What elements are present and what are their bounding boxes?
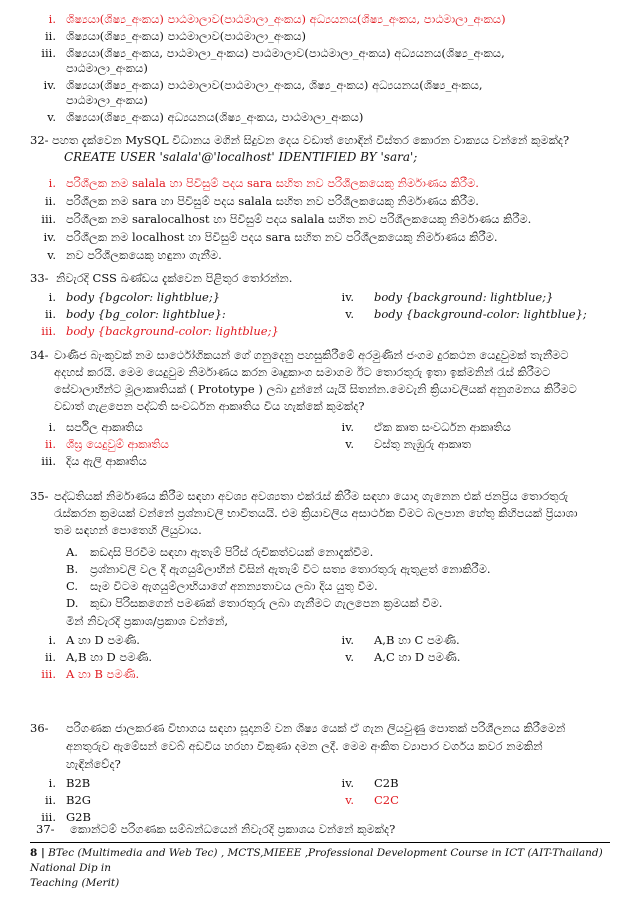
option-text: B2G	[66, 793, 91, 807]
option-number: iii.	[41, 46, 56, 60]
option-text: A,B හා D පමණි.	[66, 650, 153, 664]
question-number: 37-	[36, 822, 55, 836]
option-number: v.	[345, 437, 354, 451]
statement-prompt: මින් නිවැරදි ප්‍රකාශ/ප්‍රකාශ වන්නේ,	[66, 614, 229, 628]
question-text-line: පද්ධතියක් නිර්මාණය කිරීම සඳහා අවශ්‍ය අවශ්‍යතා එක්රැස් කිරීම සඳහා යොදා ගැනෙන එක් ජනප්‍රිය තොරතුරු	[54, 489, 569, 503]
option-number: iv.	[43, 78, 56, 92]
option-text: ශිෂ්‍යයා(ශිෂ්‍ය_අංකය) පාඨමාලාව(පාඨමාලා_අංකය, ශිෂ්‍ය_අංකය) අධ්‍යයනය(ශිෂ්‍ය_අංකය,	[66, 78, 483, 92]
option-text: B2B	[66, 776, 91, 790]
page-footer	[30, 842, 610, 891]
option-text: body {background-color: lightblue};	[374, 307, 587, 321]
option-number: iv.	[341, 633, 354, 647]
statement-text: සෑම විටම ඇගයුම්ලාභියාගේ අනන්‍යතාවය ලබා දිය යුතු වීම.	[90, 579, 378, 593]
question-text-line: වඩාත් ගැළපෙන පද්ධති සංවර්ධන ආකෘතිය විය හැක්කේ කුමක්ද?	[54, 399, 365, 413]
option-number: iii.	[41, 667, 56, 681]
question-text-line: වාණිජ බැංකුවක් නම සාර්ථෝගිකයන් ගේ ගනුදෙනු පහසුකිරීමේ අරමුණින් ජංගම දුරකථන යෙදුවුමක් තැනීමට	[54, 348, 569, 362]
option-number: v.	[47, 110, 56, 124]
option-text: ඒක කෘත සංවර්ධන ආකෘතිය	[374, 420, 511, 434]
option-number: ii.	[44, 29, 56, 43]
question-text-line: පරිගණක ජාලකරණ විභාගය සඳහා සූදානම් වන ශිෂ්‍ය යෙක් ඒ ගැන ලියවුණු පොතක් පරිශීලනය කිරීමෙන්	[66, 721, 566, 735]
option-number: iv.	[43, 230, 56, 244]
option-number: ii.	[44, 194, 56, 208]
option-number: i.	[48, 12, 56, 26]
option-number: iv.	[341, 420, 354, 434]
question-number: 32-	[30, 133, 49, 147]
option-text: වස්තු නැඹුරු ආකෘත	[374, 437, 471, 451]
option-text: body {bgcolor: lightblue;}	[66, 290, 221, 304]
option-text: දිය ඇලි ආකෘතිය	[66, 454, 147, 468]
option-text: C2C	[374, 793, 399, 807]
question-text-line: අදහස් කරයි. මෙම යෙදුවුම නිර්මාණය කරන මෘදුකාංග සමාගම ඊට තොරතුරු ඉතා ඉක්මනින් රැස් කිරීමට	[54, 365, 551, 379]
option-number: iv.	[341, 776, 354, 790]
option-text-continued: පාඨමාලා_අංකය)	[66, 61, 148, 75]
option-text: ශිෂ්‍යයා(ශිෂ්‍ය_අංකය) අධ්‍යයනය(ශිෂ්‍ය_අංකය, පාඨමාලා_අංකය)	[66, 110, 364, 124]
footer-credentials: BTec (Multimedia and Web Tec) , MCTS,MIEEE ,Professional Development Course in ICT (AIT-Thailand) National Dip in	[30, 847, 603, 874]
question-number: 36-	[30, 721, 49, 735]
statement-text: ප්‍රශ්නාවලි වල දී ඇගයුම්ලාභීන් විසින් ඇතැම් විට සත්‍ය තොරතුරු ඇතුළත් නොකිරීම.	[90, 562, 491, 576]
option-text: ශීඝ්‍ර යෙදුවුම් ආකෘතිය	[66, 437, 169, 451]
option-text: body {background: lightblue;}	[374, 290, 554, 304]
statement-label: A.	[66, 545, 78, 559]
option-text-continued: පාඨමාලා_අංකය)	[66, 93, 148, 107]
question-text-line: හැඳින්වේද?	[66, 757, 121, 771]
option-number: v.	[345, 307, 354, 321]
question-text-line: රැස්කරන ක්‍රමයක් වන්නේ ප්‍රශ්නාවලි භාවිතයයි. එම ක්‍රියාවලිය අසාර්ථක වීමට බලපාන හේතු කිහිපයක් ප්‍රියාශා	[54, 506, 578, 520]
option-number: i.	[48, 633, 56, 647]
option-text: body {bg_color: lightblue}:	[66, 307, 226, 321]
option-text: A,B හා C පමණි.	[374, 633, 460, 647]
page-number: 8 |	[30, 847, 45, 859]
option-number: i.	[48, 776, 56, 790]
option-number: iv.	[341, 290, 354, 304]
option-number: ii.	[44, 437, 56, 451]
option-number: v.	[345, 793, 354, 807]
option-text: ශිෂ්‍යයා(ශිෂ්‍ය_අංකය) පාඨමාලාව(පාඨමාලා_අංකය) අධ්‍යයනය(ශිෂ්‍ය_අංකය, පාඨමාලා_අංකය)	[66, 12, 506, 26]
question-text: කොන්ටම් පරිගණක සම්බන්ධයෙන් නිවැරදි ප්‍රකාශය වන්නේ කුමක්ද?	[70, 822, 396, 836]
question-text: නිවැරදි CSS ඛණ්ඩය දැක්වෙන පිළිතුර තෝරන්න.	[56, 271, 293, 285]
option-text: පරිශීලක නම sara හා පිවිසුම් පදය salala සහිත නව පරිශීලකයෙකු නිර්මාණය කිරීම.	[66, 194, 479, 208]
question-number: 33-	[30, 271, 49, 285]
option-number: i.	[48, 176, 56, 190]
option-text: පරිශීලක නම salala හා පිවිසුම් පදය sara සහිත නව පරිශීලකයෙකු නිර්මාණය කිරීම.	[66, 176, 479, 190]
option-text: නව පරිශීලකයෙකු හඳුනා ගැනීම.	[66, 248, 222, 262]
question-text-line: තම සඳහන් පොතෙහි ලියුවාය.	[54, 523, 202, 537]
option-text: පරිශීලක නම saralocalhost හා පිවිසුම් පදය salala සහිත නව පරිශීලකයෙකු නිර්මාණය කිරීම.	[66, 212, 532, 226]
option-number: v.	[345, 650, 354, 664]
option-number: iii.	[41, 212, 56, 226]
question-text: පහත දැක්වෙන MySQL විධානය මගින් සිදුවන දෙය වඩාත් හොඳින් විස්තර කොරන වාක්‍යය වන්නේ කුමක්ද?	[52, 133, 570, 147]
option-number: iii.	[41, 454, 56, 468]
option-number: v.	[47, 248, 56, 262]
footer-credentials-continued: Teaching (Merit)	[30, 877, 120, 889]
option-text: පරිශීලක නම localhost හා පිවිසුම් පදය sara සහිත නව පරිශීලකයෙකු නිර්මාණය කිරීම.	[66, 230, 498, 244]
option-text: A හා D පමණි.	[66, 633, 140, 647]
option-number: iii.	[41, 810, 56, 824]
question-text-line: අනතුරුව ඇමේසන් වෙබ් අඩවිය හරහා විකුණා දමන ලදී. මෙම අංකිත ව්‍යාපාර වර්ගය කවර නමකින්	[66, 739, 543, 753]
statement-text: කඩදාසි පිරවීම සඳහා ඇතැම් පිරිස් රුචිකත්වයක් නොදැක්වීම.	[90, 545, 374, 559]
option-text: ශිෂ්‍යයා(ශිෂ්‍ය_අංකය) පාඨමාලාව(පාඨමාලා_අංකය)	[66, 29, 307, 43]
option-number: ii.	[44, 307, 56, 321]
option-text: සර්පිල ආකෘතිය	[66, 420, 143, 434]
sql-command: CREATE USER 'salala'@'localhost' IDENTIFIED BY 'sara';	[64, 150, 418, 164]
question-number: 34-	[30, 348, 49, 362]
statement-text: කුඩා පිරිසකගෙන් පමණක් තොරතුරු ලබා ගැනීමට ගැලපෙන ක්‍රමයක් වීම.	[90, 596, 443, 610]
option-text: C2B	[374, 776, 399, 790]
option-text: G2B	[66, 810, 91, 824]
option-number: ii.	[44, 793, 56, 807]
option-number: ii.	[44, 650, 56, 664]
question-number: 35-	[30, 489, 49, 503]
statement-label: C.	[66, 579, 79, 593]
option-number: iii.	[41, 324, 56, 338]
option-text: ශිෂ්‍යයා(ශිෂ්‍ය_අංකය, පාඨමාලා_අංකය) පාඨමාලාව(පාඨමාලා_අංකය) අධ්‍යයනය(ශිෂ්‍ය_අංකය,	[66, 46, 505, 60]
statement-label: D.	[66, 596, 79, 610]
option-text: body {background-color: lightblue;}	[66, 324, 279, 338]
option-number: i.	[48, 290, 56, 304]
option-number: i.	[48, 420, 56, 434]
option-text: A හා B පමණි.	[66, 667, 140, 681]
question-text-line: සේවාලාභීන්ට මූලාකෘතියක් ( Prototype ) ලබා දුන්නේ යැයි සිතන්න.මෙවැනි ක්‍රියාවලියක් අනුගමනය කිරීමට	[54, 382, 577, 396]
option-text: A,C හා D පමණි.	[374, 650, 461, 664]
statement-label: B.	[66, 562, 79, 576]
